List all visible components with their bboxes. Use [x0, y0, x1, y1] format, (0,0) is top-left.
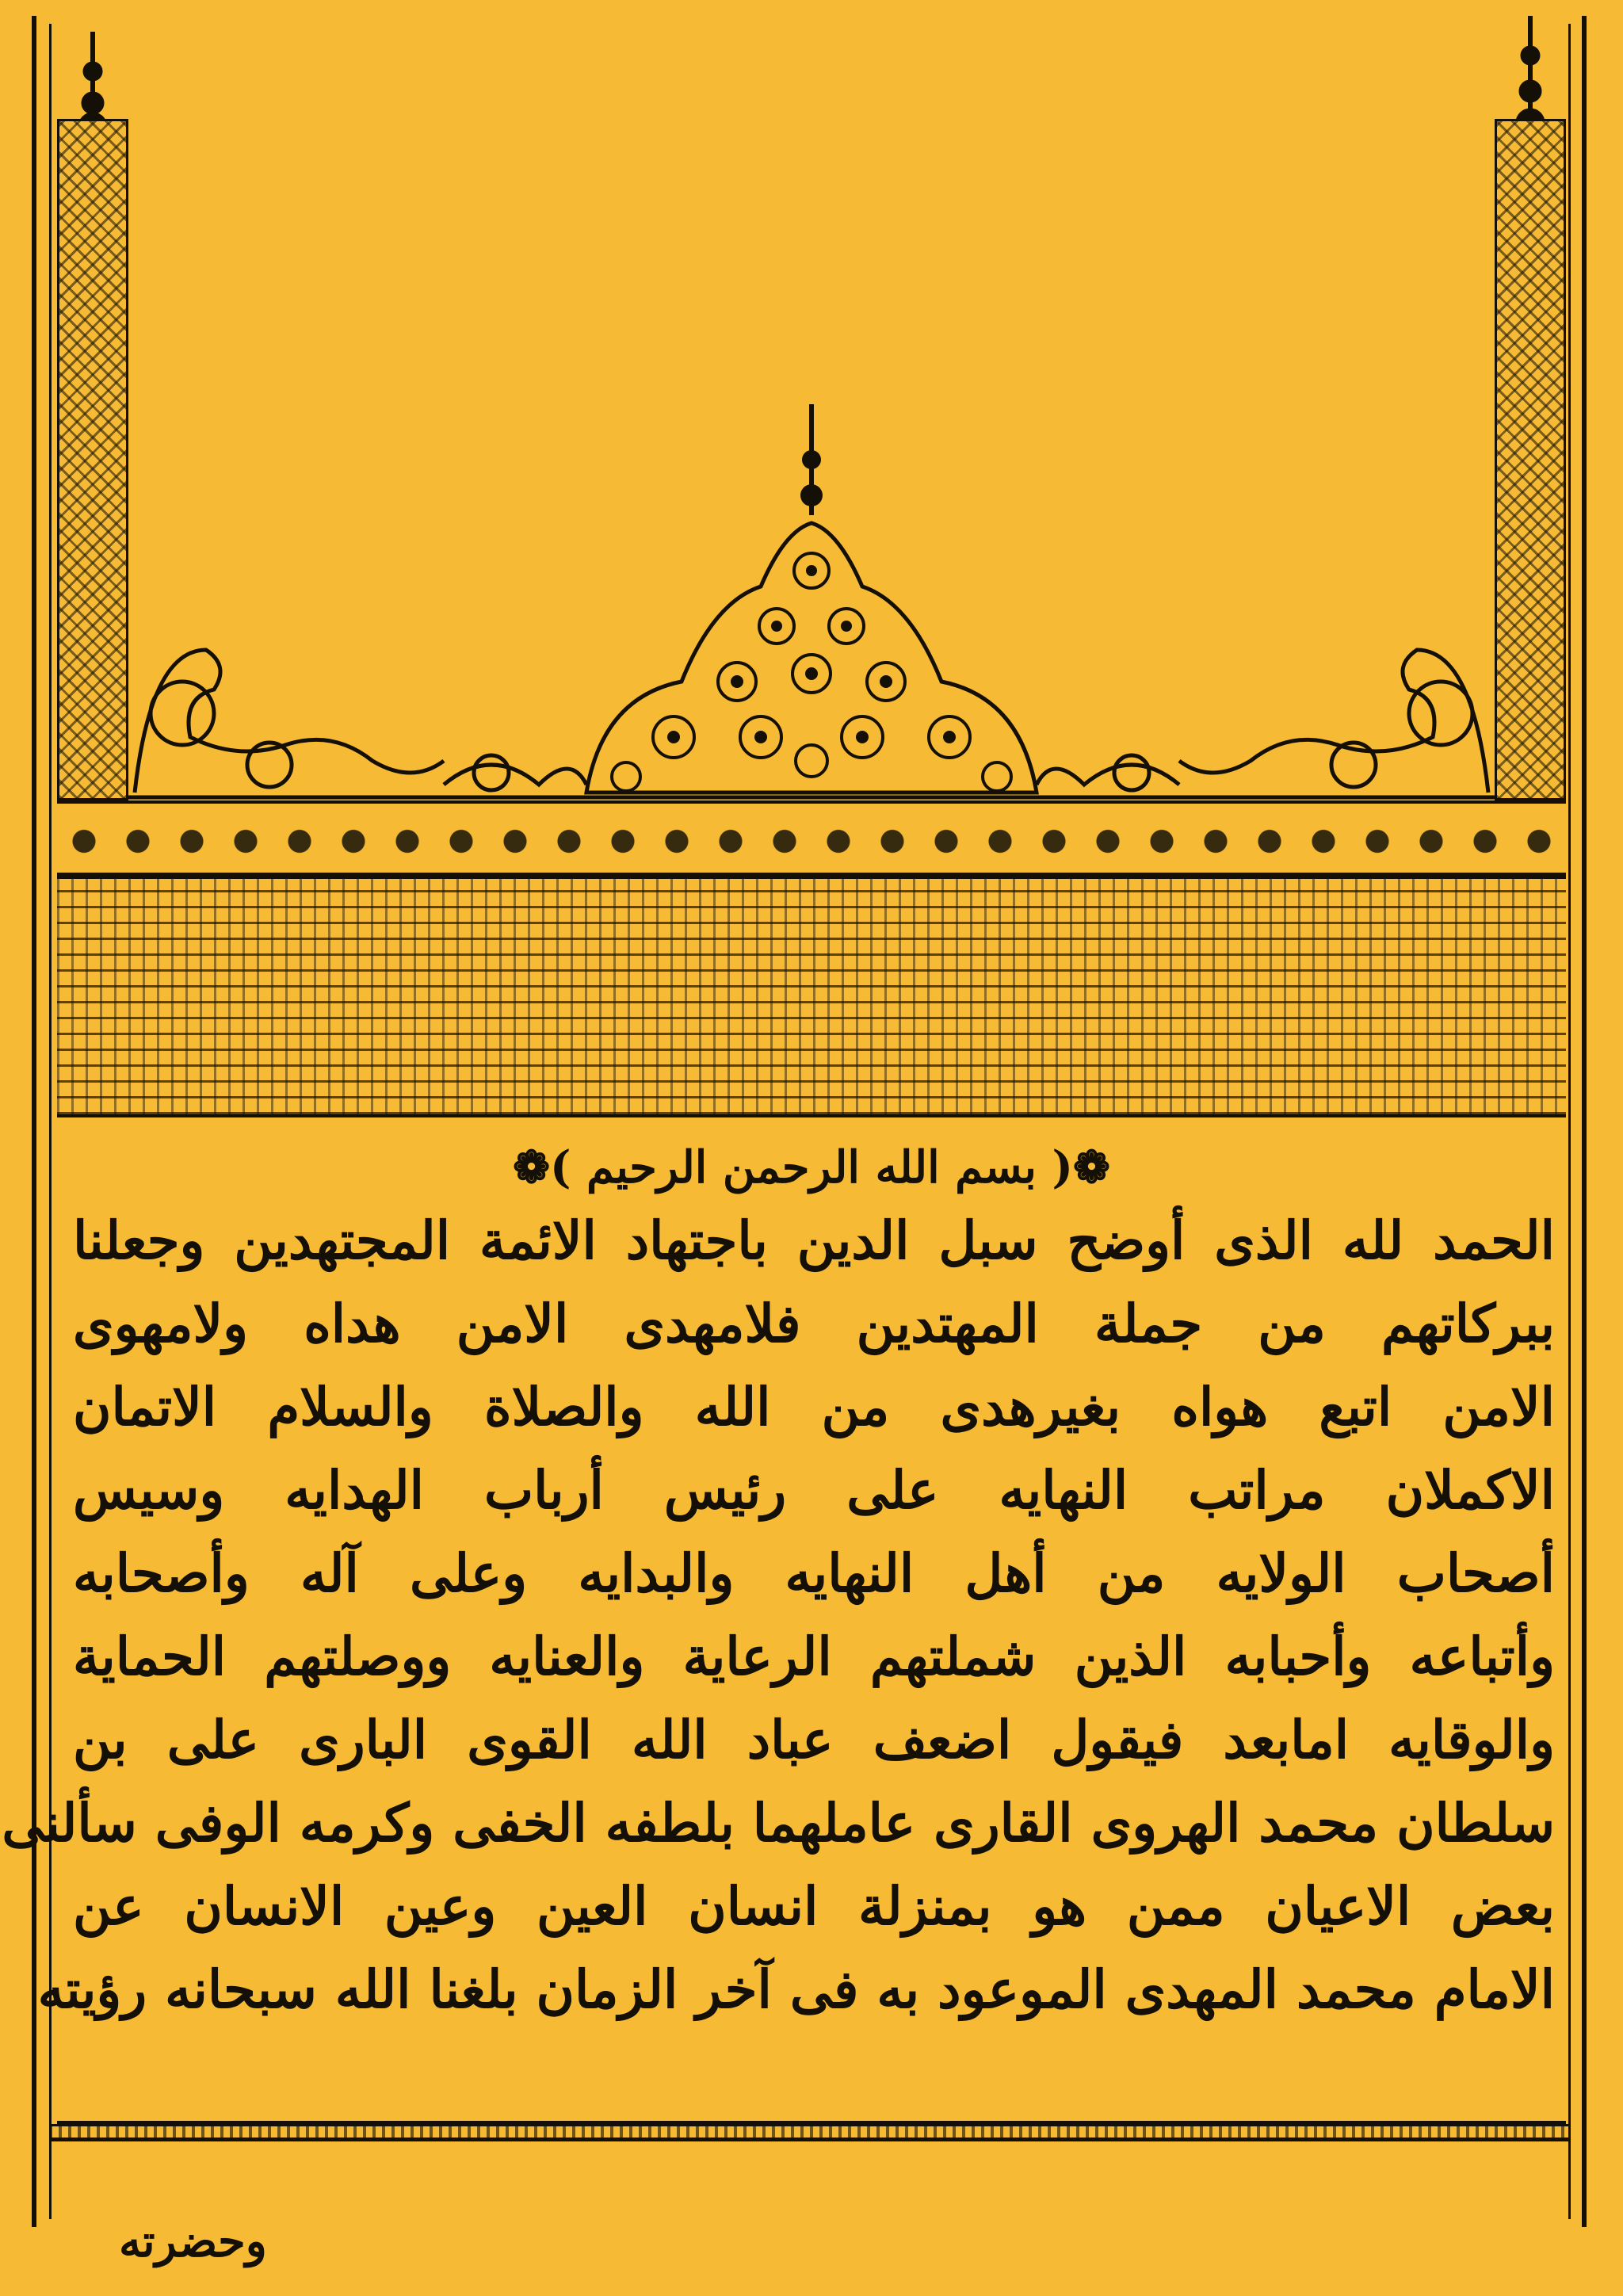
star-ornament-band [57, 800, 1566, 876]
text-line: وأتباعه وأحبابه الذين شملتهم الرعاية والعنايه ووصلتهم الحماية [73, 1626, 1555, 1687]
catchword: وحضرته [119, 2215, 267, 2267]
mesh-ornament-band [57, 876, 1566, 1117]
center-dome-ornament [586, 404, 1037, 793]
headpiece-ornament [0, 0, 1623, 808]
text-line: سلطان محمد الهروى القارى عاملهما بلطفه الخفى وكرمه الوفى سألنى [2, 1792, 1555, 1854]
text-line: والوقايه امابعد فيقول اضعف عباد الله القوى البارى على بن [73, 1709, 1555, 1771]
text-line: الحمد لله الذى أوضح سبل الدين باجتهاد الائمة المجتهدين وجعلنا [73, 1209, 1555, 1271]
text-line: الامن اتبع هواه بغيرهدى من الله والصلاة والسلام الاتمان [73, 1376, 1555, 1438]
basmala-heading: ❁( بسم الله الرحمن الرحيم )❁ [513, 1141, 1110, 1194]
bottom-ornament-rule [49, 2124, 1571, 2141]
text-line: أصحاب الولايه من أهل النهايه والبدايه وعلى آله وأصحابه [73, 1542, 1555, 1604]
text-line: الاكملان مراتب النهايه على رئيس أرباب الهدايه وسيس [73, 1459, 1555, 1521]
right-ornamental-column [1495, 119, 1566, 800]
text-line: ببركاتهم من جملة المهتدين فلامهدى الامن هداه ولامهوى [73, 1293, 1555, 1354]
left-ornamental-column [57, 119, 128, 800]
text-line: الامام محمد المهدى الموعود به فى آخر الزمان بلغنا الله سبحانه رؤيته [37, 1958, 1555, 2020]
text-line: بعض الاعيان ممن هو بمنزلة انسان العين وعين الانسان عن [73, 1875, 1555, 1937]
